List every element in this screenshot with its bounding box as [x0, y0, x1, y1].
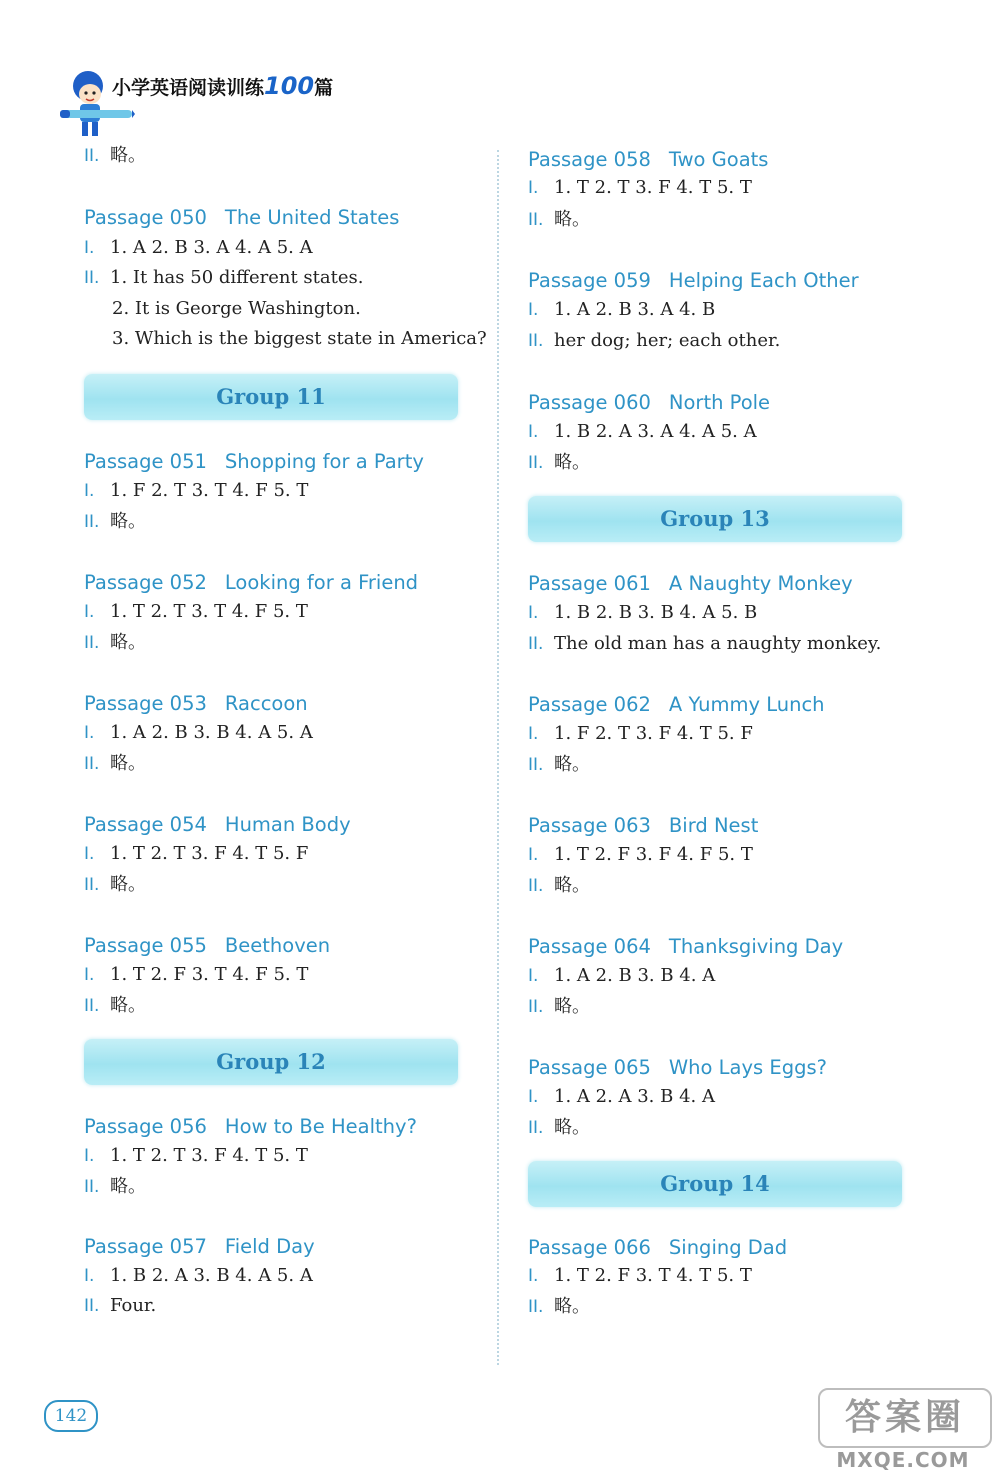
answer-line: I. 1. B 2. A 3. B 4. A 5. A: [84, 1265, 313, 1286]
answer-line: 2. It is George Washington.: [112, 298, 361, 319]
answer-line: II. 略。: [84, 1176, 146, 1197]
group-11-banner: Group 11: [84, 374, 458, 420]
answer-line: I. 1. A 2. B 3. B 4. A: [528, 965, 716, 986]
passage-058-heading: Passage 058 Two Goats: [528, 148, 769, 171]
passage-057-heading: Passage 057 Field Day: [84, 1235, 315, 1258]
group-14-banner: Group 14: [528, 1161, 902, 1207]
answer-line: I. 1. A 2. B 3. A 4. A 5. A: [84, 237, 313, 258]
answer-line: II. 略。: [528, 875, 590, 896]
answer-line: I. 1. T 2. F 3. T 4. F 5. T: [84, 964, 309, 985]
book-title-text: 小学英语阅读训练: [112, 77, 265, 99]
answer-line: II. The old man has a naughty monkey.: [528, 633, 882, 654]
book-title-suffix: 篇: [314, 77, 334, 99]
answer-line: I. 1. B 2. A 3. A 4. A 5. A: [528, 421, 757, 442]
answer-line: II. her dog; her; each other.: [528, 330, 781, 351]
passage-066-heading: Passage 066 Singing Dad: [528, 1236, 788, 1259]
answer-line: I. 1. A 2. B 3. B 4. A 5. A: [84, 722, 313, 743]
answer-line: II. Four.: [84, 1295, 157, 1316]
passage-060-heading: Passage 060 North Pole: [528, 391, 771, 414]
group-12-banner: Group 12: [84, 1039, 458, 1085]
answer-line: II. 略。: [528, 754, 590, 775]
book-header: [60, 64, 420, 144]
answer-line: I. 1. B 2. B 3. B 4. A 5. B: [528, 602, 758, 623]
passage-052-heading: Passage 052 Looking for a Friend: [84, 571, 419, 594]
answer-line: II. 略。: [528, 452, 590, 473]
answer-line: I. 1. T 2. T 3. F 4. T 5. T: [84, 1145, 308, 1166]
answer-line: I. 1. A 2. A 3. B 4. A: [528, 1086, 715, 1107]
watermark-url: MXQE.COM: [836, 1448, 970, 1472]
answer-line: I. 1. T 2. T 3. F 4. T 5. F: [84, 843, 309, 864]
answer-line: 3. Which is the biggest state in America?: [112, 328, 487, 349]
passage-050-heading: Passage 050 The United States: [84, 206, 400, 229]
answer-line: II. 1. It has 50 different states.: [84, 267, 364, 288]
answer-line: II. 略。: [528, 996, 590, 1017]
column-divider: [497, 150, 499, 1365]
passage-062-heading: Passage 062 A Yummy Lunch: [528, 693, 825, 716]
passage-061-heading: Passage 061 A Naughty Monkey: [528, 572, 853, 595]
answer-line: II. 略。: [84, 874, 146, 895]
answer-line: I. 1. F 2. T 3. F 4. T 5. F: [528, 723, 753, 744]
answer-line: II. 略。: [84, 753, 146, 774]
answer-line: II. 略。: [528, 209, 590, 230]
answer-line: I. 1. T 2. T 3. T 4. F 5. T: [84, 601, 308, 622]
answer-line: II. 略。: [528, 1117, 590, 1138]
passage-054-heading: Passage 054 Human Body: [84, 813, 351, 836]
answer-line: II. 略。: [84, 145, 146, 166]
site-watermark: [818, 1388, 988, 1478]
passage-055-heading: Passage 055 Beethoven: [84, 934, 331, 957]
watermark-logo-text: 答案圈: [818, 1388, 992, 1448]
answer-line: I. 1. T 2. F 3. F 4. F 5. T: [528, 844, 753, 865]
passage-053-heading: Passage 053 Raccoon: [84, 692, 308, 715]
answer-line: II. 略。: [84, 511, 146, 532]
page-number: 142: [44, 1400, 98, 1432]
book-title-number: 100: [264, 72, 315, 100]
answer-line: I. 1. T 2. T 3. F 4. T 5. T: [528, 177, 752, 198]
passage-051-heading: Passage 051 Shopping for a Party: [84, 450, 424, 473]
passage-065-heading: Passage 065 Who Lays Eggs?: [528, 1056, 827, 1079]
answer-line: II. 略。: [528, 1296, 590, 1317]
answer-line: I. 1. F 2. T 3. T 4. F 5. T: [84, 480, 309, 501]
answer-line: II. 略。: [84, 995, 146, 1016]
answer-line: I. 1. A 2. B 3. A 4. B: [528, 299, 716, 320]
passage-064-heading: Passage 064 Thanksgiving Day: [528, 935, 844, 958]
passage-063-heading: Passage 063 Bird Nest: [528, 814, 759, 837]
group-13-banner: Group 13: [528, 496, 902, 542]
passage-056-heading: Passage 056 How to Be Healthy?: [84, 1115, 417, 1138]
book-title: [112, 72, 333, 100]
passage-059-heading: Passage 059 Helping Each Other: [528, 269, 859, 292]
answer-line: II. 略。: [84, 632, 146, 653]
answer-line: I. 1. T 2. F 3. T 4. T 5. T: [528, 1265, 752, 1286]
